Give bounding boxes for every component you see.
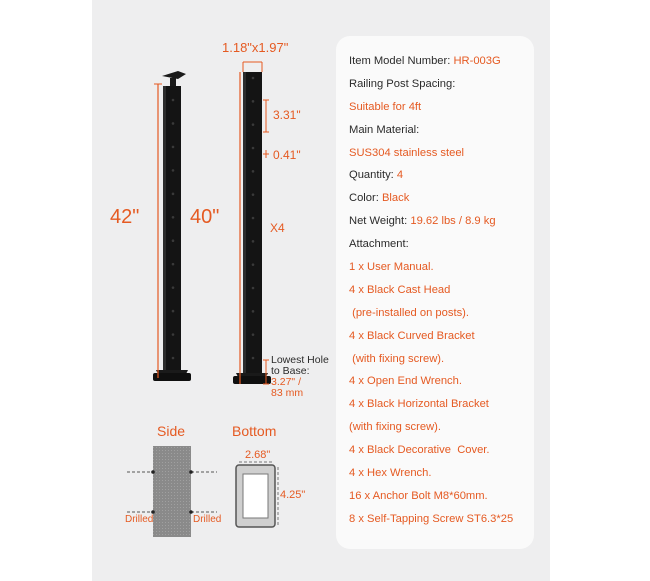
spec-item — [349, 462, 534, 485]
spec-item — [349, 279, 534, 302]
post-hole — [252, 310, 255, 313]
post-hole — [252, 123, 255, 126]
post-hole — [252, 287, 255, 290]
spec-item — [349, 142, 534, 165]
spec-value: (pre-installed on posts). — [349, 306, 470, 319]
spec-item — [349, 73, 534, 96]
spec-key: Color: — [349, 192, 382, 205]
spec-value: 4 x Black Horizontal Bracket — [349, 398, 489, 411]
spec-value: (with fixing screw). — [349, 352, 445, 365]
spec-key: Net Weight: — [349, 215, 411, 228]
spec-value: 4 x Open End Wrench. — [349, 375, 462, 388]
spec-item — [349, 302, 534, 325]
spec-value: 4 x Black Cast Head — [349, 283, 451, 296]
spec-item — [349, 485, 534, 508]
spec-key: Main Material: — [349, 123, 420, 136]
post-hole — [172, 216, 175, 219]
spec-value: 19.62 lbs / 8.9 kg — [410, 215, 496, 228]
spec-value: SUS304 stainless steel — [349, 146, 465, 159]
spec-value: (with fixing screw). — [349, 421, 442, 434]
spec-key: Attachment: — [349, 238, 409, 251]
spec-item — [349, 119, 534, 142]
lowest-hole-line2: to Base: — [271, 365, 310, 377]
post-without-head — [233, 72, 271, 384]
post-hole — [252, 357, 255, 360]
lowest-hole-inches: 3.27" / — [271, 376, 301, 388]
quantity-multiplier-label: X4 — [270, 221, 285, 235]
post-hole — [172, 263, 175, 266]
post-hole — [252, 263, 255, 266]
bottom-view — [236, 462, 278, 527]
spec-value: Black — [381, 192, 410, 205]
post-hole — [252, 100, 255, 103]
post-hole — [172, 286, 175, 289]
post-hole — [252, 147, 255, 150]
post-hole — [172, 122, 175, 125]
post-hole — [172, 99, 175, 102]
spec-item — [349, 325, 534, 348]
spec-item — [349, 96, 534, 119]
spec-value: 4 x Black Decorative Cover. — [349, 444, 490, 457]
lowest-hole-line1: Lowest Hole — [271, 354, 329, 366]
post-hole — [252, 217, 255, 220]
hole-spacing-label: 3.31" — [273, 108, 301, 122]
spec-value: HR-003G — [453, 55, 501, 67]
spec-value: 4 x Black Curved Bracket — [349, 329, 475, 342]
spec-item — [349, 256, 534, 279]
spec-value: 8 x Self-Tapping Screw ST6.3*25 — [349, 512, 514, 525]
post-hole — [172, 193, 175, 196]
post-body-height-label: 40" — [190, 206, 220, 228]
post-hole — [252, 77, 255, 80]
spec-item — [349, 416, 534, 439]
post-hole — [172, 169, 175, 172]
spec-key: Quantity: — [349, 169, 397, 182]
spec-item — [349, 439, 534, 462]
side-view-title: Side — [157, 423, 186, 439]
spec-item — [349, 370, 534, 393]
post-hole — [252, 333, 255, 336]
spec-value: 4 — [396, 169, 404, 182]
spec-value: 4 x Hex Wrench. — [349, 467, 432, 480]
base-length-label: 4.25" — [280, 489, 306, 501]
spec-key: Railing Post Spacing: — [349, 77, 456, 90]
post-with-head — [153, 71, 191, 381]
spec-value: 16 x Anchor Bolt M8*60mm. — [349, 489, 488, 502]
post-height-label: 42" — [110, 206, 140, 228]
spec-item — [349, 210, 534, 233]
spec-item — [349, 348, 534, 371]
spec-value: Suitable for 4ft — [349, 100, 422, 113]
post-hole — [172, 239, 175, 242]
bottom-view-title: Bottom — [232, 423, 277, 439]
spec-key: Item Model Number: — [349, 55, 454, 67]
spec-value: 1 x User Manual. — [349, 261, 434, 274]
spec-item — [349, 233, 534, 256]
lowest-hole-label — [271, 355, 329, 399]
drilled-right-label: Drilled — [193, 514, 222, 525]
spec-item — [349, 164, 534, 187]
spec-item — [349, 187, 534, 210]
post-hole — [252, 193, 255, 196]
post-hole — [172, 357, 175, 360]
lowest-hole-mm: 83 mm — [271, 387, 304, 399]
post-hole — [172, 146, 175, 149]
spec-list — [349, 50, 534, 531]
top-size-label: 1.18"x1.97" — [222, 40, 289, 55]
post-hole — [252, 240, 255, 243]
post-hole — [252, 170, 255, 173]
drilled-left-label: Drilled — [125, 514, 154, 525]
hole-offset-label: 0.41" — [273, 148, 301, 162]
post-hole — [172, 310, 175, 313]
spec-item — [349, 393, 534, 416]
spec-item — [349, 508, 534, 531]
post-hole — [172, 333, 175, 336]
spec-item — [349, 50, 534, 73]
base-width-label: 2.68" — [245, 449, 271, 461]
